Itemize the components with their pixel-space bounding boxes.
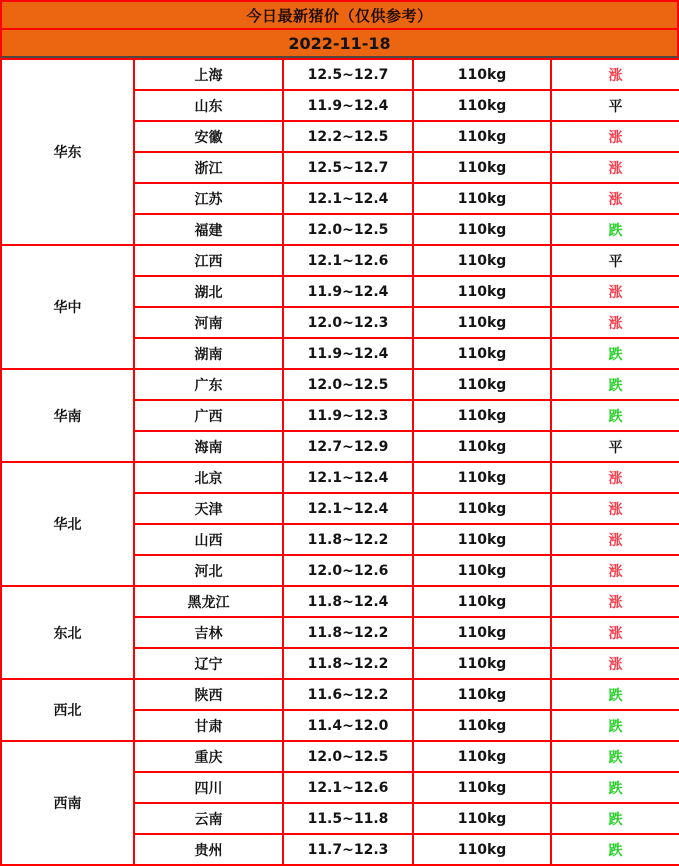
region-cell: 西南 (1, 741, 134, 865)
province-cell: 河北 (134, 555, 283, 586)
weight-cell: 110kg (413, 710, 551, 741)
price-cell: 12.2~12.5 (283, 121, 413, 152)
price-cell: 11.9~12.4 (283, 276, 413, 307)
price-cell: 12.7~12.9 (283, 431, 413, 462)
price-cell: 12.1~12.4 (283, 462, 413, 493)
price-cell: 11.9~12.4 (283, 338, 413, 369)
price-cell: 11.6~12.2 (283, 679, 413, 710)
price-cell: 12.0~12.5 (283, 214, 413, 245)
trend-cell: 跌 (551, 710, 679, 741)
province-cell: 安徽 (134, 121, 283, 152)
trend-cell: 涨 (551, 121, 679, 152)
price-cell: 11.4~12.0 (283, 710, 413, 741)
province-cell: 黑龙江 (134, 586, 283, 617)
price-cell: 12.1~12.4 (283, 183, 413, 214)
weight-cell: 110kg (413, 338, 551, 369)
price-cell: 11.8~12.2 (283, 524, 413, 555)
province-cell: 山东 (134, 90, 283, 121)
date-label: 2022-11-18 (0, 30, 679, 58)
table-row (1, 59, 679, 90)
price-cell: 12.0~12.5 (283, 369, 413, 400)
weight-cell: 110kg (413, 152, 551, 183)
weight-cell: 110kg (413, 276, 551, 307)
province-cell: 陕西 (134, 679, 283, 710)
trend-cell: 平 (551, 90, 679, 121)
province-cell: 甘肃 (134, 710, 283, 741)
trend-cell: 跌 (551, 369, 679, 400)
trend-cell: 跌 (551, 679, 679, 710)
region-cell: 华中 (1, 245, 134, 369)
price-cell: 12.0~12.5 (283, 741, 413, 772)
trend-cell: 涨 (551, 152, 679, 183)
weight-cell: 110kg (413, 400, 551, 431)
trend-cell: 跌 (551, 338, 679, 369)
trend-cell: 跌 (551, 214, 679, 245)
province-cell: 云南 (134, 803, 283, 834)
trend-cell: 涨 (551, 276, 679, 307)
trend-cell: 涨 (551, 586, 679, 617)
province-cell: 重庆 (134, 741, 283, 772)
province-cell: 四川 (134, 772, 283, 803)
price-cell: 12.1~12.4 (283, 493, 413, 524)
province-cell: 上海 (134, 59, 283, 90)
price-cell: 11.8~12.2 (283, 648, 413, 679)
province-cell: 湖南 (134, 338, 283, 369)
weight-cell: 110kg (413, 90, 551, 121)
weight-cell: 110kg (413, 431, 551, 462)
trend-cell: 涨 (551, 617, 679, 648)
price-cell: 11.5~11.8 (283, 803, 413, 834)
trend-cell: 涨 (551, 59, 679, 90)
trend-cell: 涨 (551, 493, 679, 524)
trend-cell: 跌 (551, 400, 679, 431)
region-cell: 华南 (1, 369, 134, 462)
trend-cell: 跌 (551, 803, 679, 834)
price-cell: 11.9~12.3 (283, 400, 413, 431)
weight-cell: 110kg (413, 493, 551, 524)
table-row (1, 741, 679, 772)
weight-cell: 110kg (413, 617, 551, 648)
price-cell: 11.9~12.4 (283, 90, 413, 121)
trend-cell: 涨 (551, 648, 679, 679)
trend-cell: 跌 (551, 772, 679, 803)
province-cell: 福建 (134, 214, 283, 245)
table-row (1, 679, 679, 710)
province-cell: 天津 (134, 493, 283, 524)
weight-cell: 110kg (413, 59, 551, 90)
trend-cell: 跌 (551, 834, 679, 865)
weight-cell: 110kg (413, 834, 551, 865)
trend-cell: 涨 (551, 524, 679, 555)
price-cell: 12.1~12.6 (283, 772, 413, 803)
price-cell: 11.8~12.4 (283, 586, 413, 617)
region-cell: 东北 (1, 586, 134, 679)
province-cell: 辽宁 (134, 648, 283, 679)
weight-cell: 110kg (413, 803, 551, 834)
trend-cell: 涨 (551, 307, 679, 338)
price-cell: 12.0~12.3 (283, 307, 413, 338)
weight-cell: 110kg (413, 679, 551, 710)
price-cell: 12.5~12.7 (283, 152, 413, 183)
page-title: 今日最新猪价（仅供参考） (0, 0, 679, 30)
price-table (0, 58, 679, 866)
province-cell: 浙江 (134, 152, 283, 183)
trend-cell: 涨 (551, 555, 679, 586)
province-cell: 海南 (134, 431, 283, 462)
price-cell: 12.5~12.7 (283, 59, 413, 90)
trend-cell: 涨 (551, 183, 679, 214)
weight-cell: 110kg (413, 524, 551, 555)
trend-cell: 平 (551, 245, 679, 276)
table-row (1, 369, 679, 400)
price-cell: 11.8~12.2 (283, 617, 413, 648)
province-cell: 广东 (134, 369, 283, 400)
province-cell: 江苏 (134, 183, 283, 214)
price-cell: 12.1~12.6 (283, 245, 413, 276)
province-cell: 江西 (134, 245, 283, 276)
province-cell: 山西 (134, 524, 283, 555)
trend-cell: 平 (551, 431, 679, 462)
province-cell: 吉林 (134, 617, 283, 648)
weight-cell: 110kg (413, 307, 551, 338)
province-cell: 广西 (134, 400, 283, 431)
weight-cell: 110kg (413, 586, 551, 617)
table-row (1, 462, 679, 493)
weight-cell: 110kg (413, 183, 551, 214)
trend-cell: 跌 (551, 741, 679, 772)
weight-cell: 110kg (413, 772, 551, 803)
province-cell: 河南 (134, 307, 283, 338)
weight-cell: 110kg (413, 648, 551, 679)
table-row (1, 245, 679, 276)
weight-cell: 110kg (413, 245, 551, 276)
weight-cell: 110kg (413, 741, 551, 772)
weight-cell: 110kg (413, 121, 551, 152)
region-cell: 华东 (1, 59, 134, 245)
weight-cell: 110kg (413, 462, 551, 493)
province-cell: 湖北 (134, 276, 283, 307)
province-cell: 贵州 (134, 834, 283, 865)
table-row (1, 586, 679, 617)
region-cell: 华北 (1, 462, 134, 586)
price-cell: 11.7~12.3 (283, 834, 413, 865)
province-cell: 北京 (134, 462, 283, 493)
weight-cell: 110kg (413, 555, 551, 586)
weight-cell: 110kg (413, 369, 551, 400)
region-cell: 西北 (1, 679, 134, 741)
price-cell: 12.0~12.6 (283, 555, 413, 586)
trend-cell: 涨 (551, 462, 679, 493)
weight-cell: 110kg (413, 214, 551, 245)
